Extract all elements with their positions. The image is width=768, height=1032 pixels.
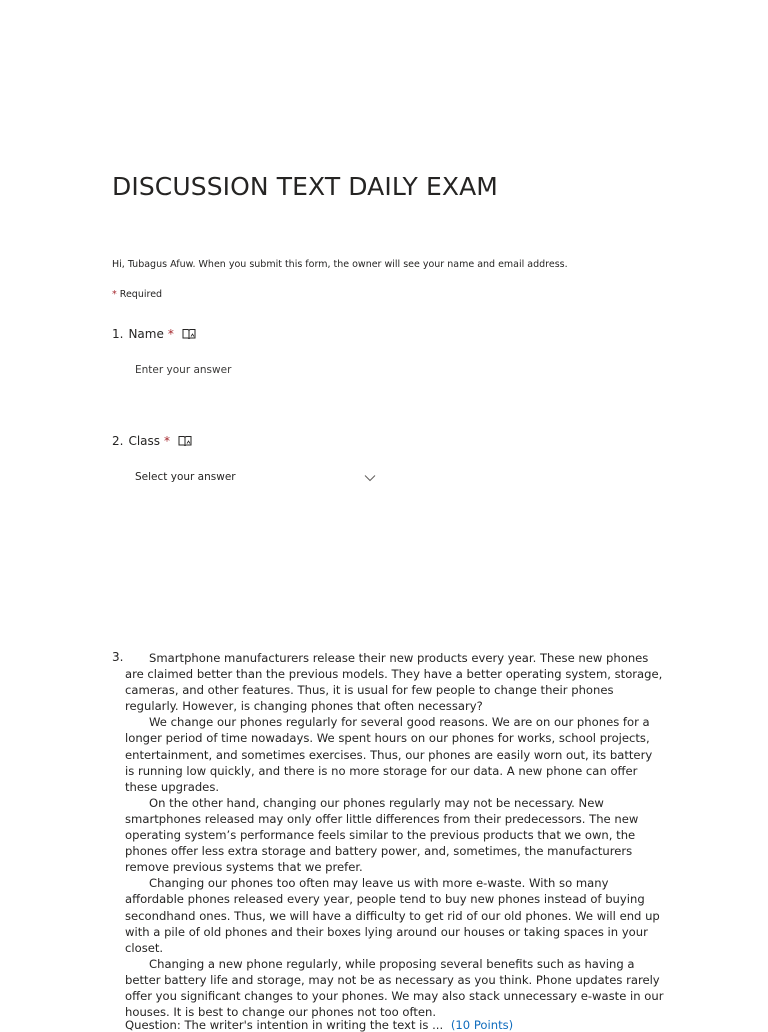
question-label: Name <box>128 327 164 341</box>
points-label: (10 Points) <box>450 1018 514 1032</box>
passage-paragraph: On the other hand, changing our phones regularly may not be necessary. New smartphones released may only offer little differences from their predecessors. The new operating system’s performance feels similar to the previous products that we own, the phones offer less extra storage and battery power, and, sometimes, the manufacturers remove previous systems that we prefer. <box>125 795 639 875</box>
immersive-reader-icon[interactable] <box>182 328 196 341</box>
question-number: 2. <box>112 434 124 448</box>
question-name <box>112 327 196 341</box>
chevron-down-icon <box>364 473 376 481</box>
required-mark: * <box>164 434 171 448</box>
required-label: Required <box>119 289 163 300</box>
passage-paragraph: We change our phones regularly for several good reasons. We are on our phones for a longer period of time nowadays. We spent hours on our phones for works, school projects, entertainment, and sometimes exercises. Thus, our phones are easily worn out, its battery is running low quickly, and there is no more storage for our data. A new phone can offer these upgrades. <box>125 715 653 794</box>
required-mark: * <box>167 327 174 341</box>
immersive-reader-icon[interactable] <box>178 435 192 448</box>
form-title: DISCUSSION TEXT DAILY EXAM <box>112 172 498 201</box>
question-class <box>112 434 192 448</box>
class-select-value: Select your answer <box>135 471 236 483</box>
required-note <box>112 289 162 300</box>
passage-paragraph: Changing a new phone regularly, while proposing several benefits such as having a better battery life and storage, may not be as necessary as you think. Phone updates rarely offer you significant changes to your phones. We may also stack unnecessary e-waste in our houses. It is best to change our phones not too often. <box>125 956 664 1020</box>
owner-notice: Hi, Tubagus Afuw. When you submit this form, the owner will see your name and email address. <box>112 259 568 270</box>
passage-paragraph: Smartphone manufacturers release their new products every year. These new phones are claimed better than the previous models. They have a better operating system, storage, cameras, and other features. Thus, it is usual for few people to change their phones regularly. However, is changing phones that often necessary? <box>125 651 663 714</box>
required-asterisk: * <box>112 289 117 300</box>
reading-passage <box>125 650 665 1020</box>
question-number: 1. <box>112 327 124 341</box>
question-3-prompt <box>125 1018 513 1032</box>
name-input[interactable] <box>124 358 395 382</box>
question-text: Question: The writer's intention in writing the text is ... <box>125 1018 444 1032</box>
passage-paragraph: Changing our phones too often may leave us with more e-waste. With so many affordable phones released every year, people tend to buy new phones instead of buying secondhand ones. Thus, we will have a difficulty to get rid of our old phones. We will end up with a pile of old phones and their boxes lying around our houses or taking spaces in your closet. <box>125 876 660 955</box>
class-select[interactable] <box>124 465 376 489</box>
question-label: Class <box>128 434 161 448</box>
question-number: 3. <box>112 650 124 664</box>
